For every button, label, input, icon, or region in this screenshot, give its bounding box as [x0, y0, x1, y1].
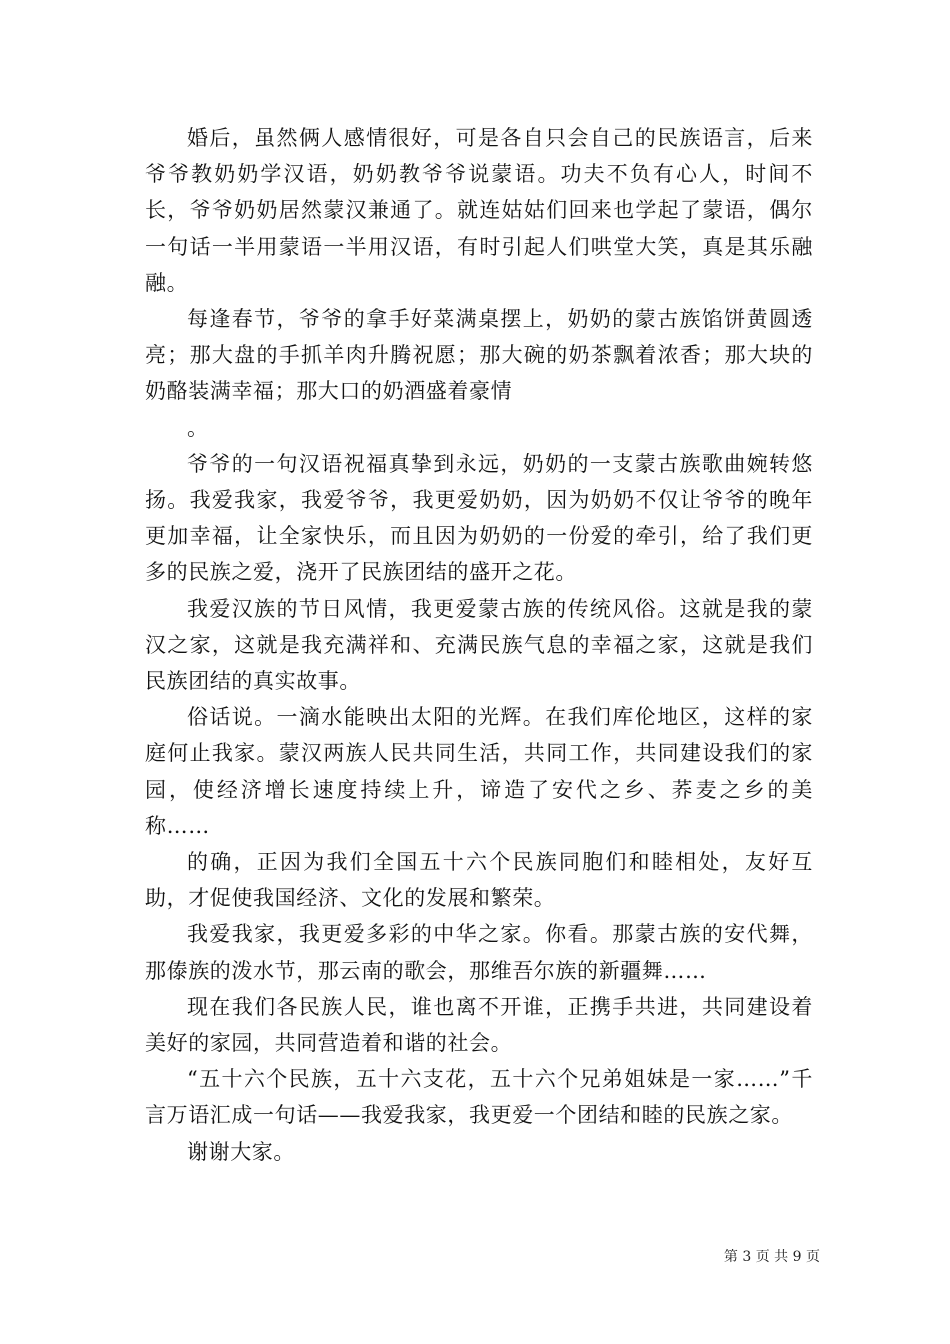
page-number-footer: 第 3 页 共 9 页	[723, 1249, 820, 1265]
paragraph-7: 的确，正因为我们全国五十六个民族同胞们和睦相处，友好互助，才促使我国经济、文化的发展和繁荣。	[145, 850, 813, 911]
paragraph-11: 谢谢大家。	[187, 1139, 295, 1164]
paragraph-6: 俗话说。一滴水能映出太阳的光辉。在我们库伦地区，这样的家庭何止我家。蒙汉两族人民共同生活，共同工作，共同建设我们的家园，使经济增长速度持续上升，谛造了安代之乡、荞麦之乡的美称……	[145, 705, 813, 838]
document-body	[145, 120, 813, 1170]
paragraph-2: 每逢春节，爷爷的拿手好菜满桌摆上，奶奶的蒙古族馅饼黄圆透亮；那大盘的手抓羊肉升腾祝愿；那大碗的奶茶飘着浓香；那大块的奶酪装满幸福；那大口的奶酒盛着豪情	[145, 307, 813, 404]
paragraph-1: 婚后，虽然俩人感情很好，可是各自只会自己的民族语言，后来爷爷教奶奶学汉语，奶奶教爷爷说蒙语。功夫不负有心人，时间不长，爷爷奶奶居然蒙汉兼通了。就连姑姑们回来也学起了蒙语，偶尔一句话一半用蒙语一半用汉语，有时引起人们哄堂大笑，真是其乐融融。	[145, 126, 813, 295]
paragraph-5: 我爱汉族的节日风情，我更爱蒙古族的传统风俗。这就是我的蒙汉之家，这就是我充满祥和、充满民族气息的幸福之家，这就是我们民族团结的真实故事。	[145, 596, 813, 694]
paragraph-3: 。	[187, 415, 209, 440]
paragraph-8: 我爱我家，我更爱多彩的中华之家。你看。那蒙古族的安代舞，那傣族的泼水节，那云南的歌会，那维吾尔族的新疆舞……	[145, 922, 813, 983]
paragraph-10: “五十六个民族，五十六支花，五十六个兄弟姐妹是一家……”千言万语汇成一句话——我爱我家，我更爱一个团结和睦的民族之家。	[145, 1067, 813, 1128]
paragraph-9: 现在我们各民族人民，谁也离不开谁，正携手共进，共同建设着美好的家园，共同营造着和谐的社会。	[145, 994, 813, 1056]
paragraph-4: 爷爷的一句汉语祝福真挚到永远，奶奶的一支蒙古族歌曲婉转悠扬。我爱我家，我爱爷爷，我更爱奶奶，因为奶奶不仅让爷爷的晚年更加幸福，让全家快乐，而且因为奶奶的一份爱的牵引，给了我们更多的民族之爱，浇开了民族团结的盛开之花。	[145, 451, 813, 585]
